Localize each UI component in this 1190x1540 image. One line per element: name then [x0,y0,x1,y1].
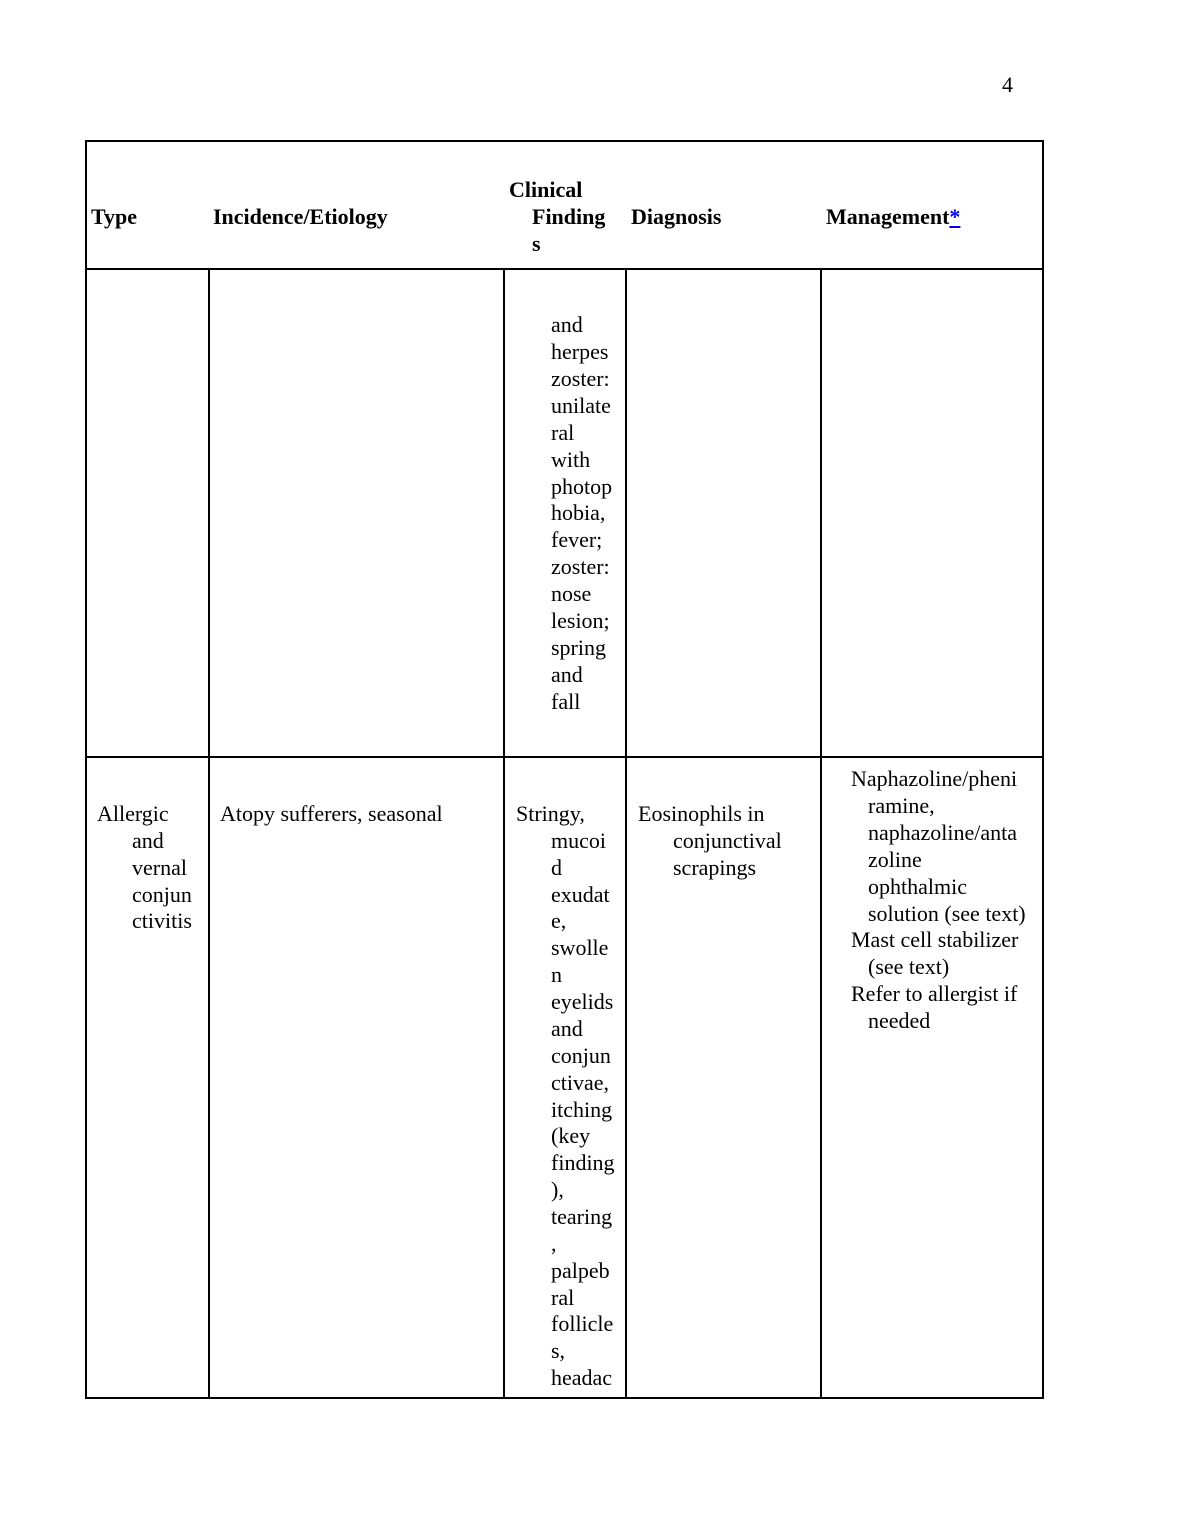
cell-text: hobia, [551,500,606,525]
cell-text: naphazoline/anta [868,820,1018,845]
cell-text: (key [551,1123,591,1148]
cell-text: with [551,447,591,472]
cell-text: herpes [551,339,609,364]
cell-text: conjun [132,882,192,907]
cell-text: and [132,828,164,853]
cell-text: Stringy, [516,801,585,826]
cell-text: tearing [551,1204,613,1229]
cell-text: finding [551,1150,615,1175]
cell-text: scrapings [673,855,757,880]
cell-text: lesion; [551,608,610,633]
cell-text: needed [868,1008,931,1033]
header-type: Type [91,204,138,229]
page-number: 4 [1002,72,1013,97]
cell-text: conjunctival [673,828,782,853]
cell-text: nose [551,581,592,606]
cell-text: ral [551,1285,575,1310]
cell-text: itching [551,1097,613,1122]
cell-text: Refer to allergist if [851,981,1018,1006]
header-clinical-findings-line: s [532,231,541,256]
cell-text: vernal [132,855,187,880]
column-divider [820,268,822,1399]
table-border-top [85,140,1044,142]
header-management [826,204,960,231]
cell-text: conjun [551,1043,611,1068]
cell-text: zoster: [551,554,610,579]
cell-text: e, [551,908,567,933]
table-border-bottom [85,1397,1044,1399]
cell-text: Mast cell stabilizer [851,927,1019,952]
cell-text: ral [551,420,575,445]
cell-text: Atopy sufferers, seasonal [220,801,443,826]
cell-text: ophthalmic [868,874,967,899]
cell-text: unilate [551,393,611,418]
cell-text: fall [551,689,581,714]
cell-text: mucoi [551,828,606,853]
cell-text: d [551,855,562,880]
header-clinical-findings-line: Clinical [509,177,583,202]
cell-text: eyelids [551,989,614,1014]
cell-text: ctivitis [132,908,192,933]
cell-text: n [551,962,562,987]
cell-text: headac [551,1365,613,1390]
cell-text: and [551,662,583,687]
header-diagnosis: Diagnosis [631,204,722,229]
management-footnote-link[interactable]: * [949,204,961,229]
cell-text: ctivae, [551,1070,610,1095]
cell-text: and [551,1016,583,1041]
cell-text: solution (see text) [868,901,1026,926]
cell-text: Allergic [97,801,169,826]
header-management-label: Management [826,204,950,229]
cell-text: spring [551,635,606,660]
header-incidence-etiology: Incidence/Etiology [213,204,388,229]
table-border-right [1042,140,1044,1399]
cell-text: zoster: [551,366,610,391]
cell-text: ramine, [868,793,935,818]
table-border-left [85,140,87,1399]
header-clinical-findings-line: Finding [532,204,606,229]
cell-text: and [551,312,583,337]
cell-text: palpeb [551,1258,610,1283]
cell-text: Eosinophils in [638,801,765,826]
cell-text: follicle [551,1311,614,1336]
cell-text: s, [551,1338,566,1363]
cell-text: fever; [551,527,603,552]
table-header-divider [85,268,1044,270]
table-row-divider [85,756,1044,758]
column-divider [503,268,505,1399]
cell-text: swolle [551,935,609,960]
cell-text: (see text) [868,954,950,979]
cell-text: , [551,1231,557,1256]
column-divider [625,268,627,1399]
cell-text: zoline [868,847,922,872]
cell-text: ), [551,1177,564,1202]
cell-text: exudat [551,882,610,907]
cell-text: Naphazoline/pheni [851,766,1018,791]
column-divider [208,268,210,1399]
cell-text: photop [551,474,613,499]
